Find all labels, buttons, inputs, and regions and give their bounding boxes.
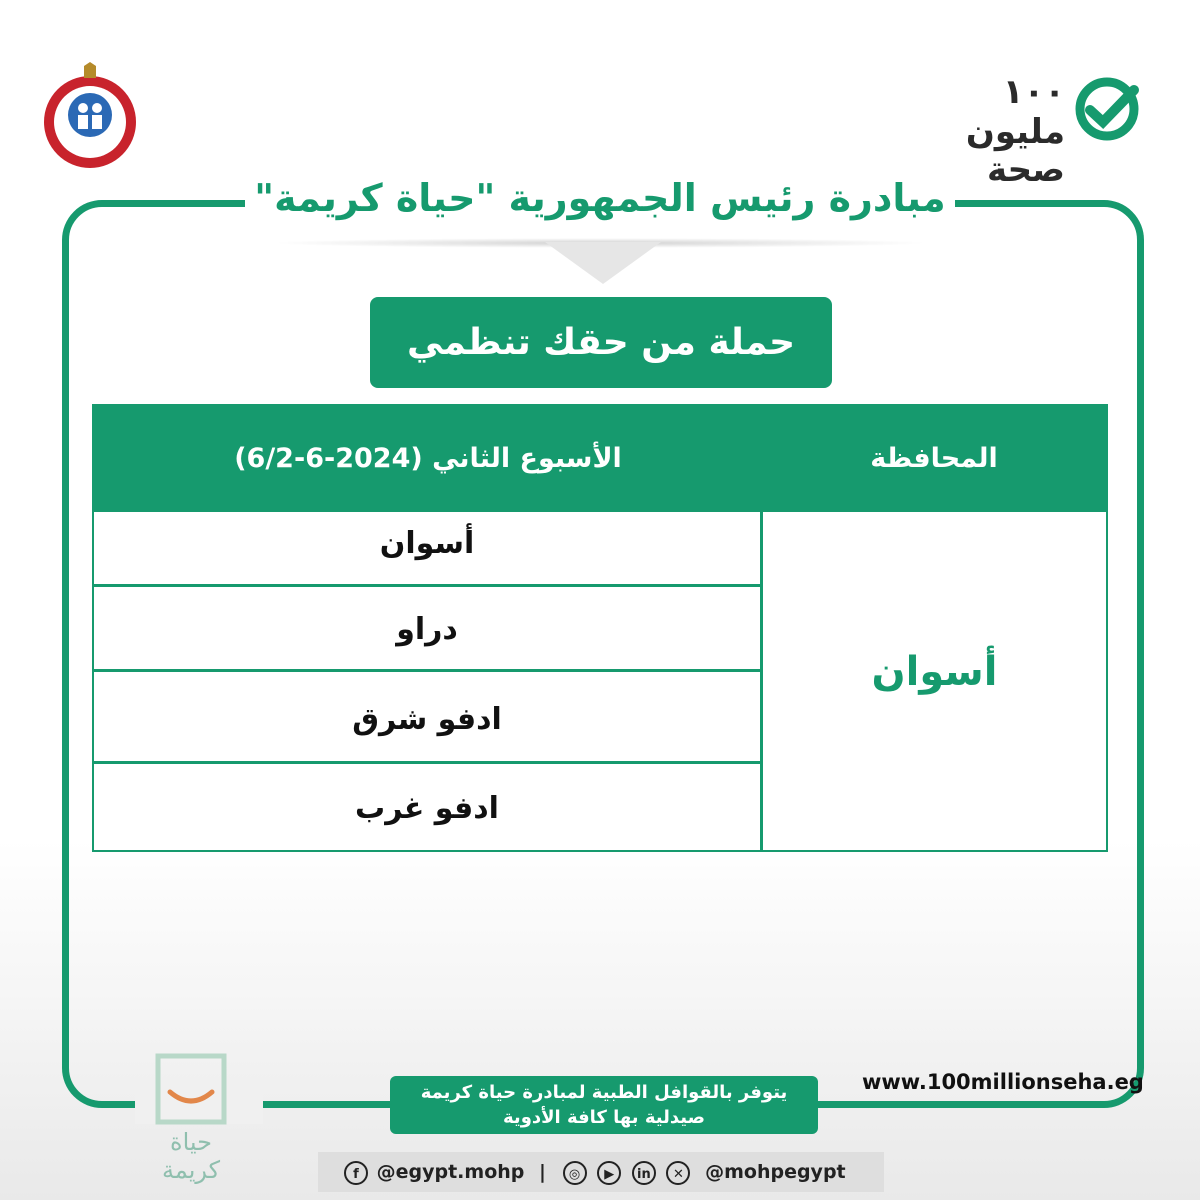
website-link[interactable]: www.100millionseha.eg xyxy=(862,1070,1144,1094)
initiative-title: مبادرة رئيس الجمهورية "حياة كريمة" xyxy=(254,176,946,220)
facebook-icon[interactable]: f xyxy=(344,1161,368,1185)
campaign-title: حملة من حقك تنظمي xyxy=(370,297,832,388)
hayah-karima-logo xyxy=(152,1052,230,1192)
mohp-handle[interactable]: @mohpegypt xyxy=(705,1161,846,1183)
instagram-icon[interactable]: ◎ xyxy=(563,1161,587,1185)
header-week: الأسبوع الثاني (2024-6-6/2) xyxy=(234,443,622,474)
svg-text:كريمة: كريمة xyxy=(161,1156,221,1184)
million-line2: صحة xyxy=(987,150,1065,190)
header-governorate: المحافظة xyxy=(870,443,998,474)
million-health-logo-text xyxy=(915,72,1065,190)
x-icon[interactable]: ✕ xyxy=(666,1161,690,1185)
checkmark-icon xyxy=(1072,74,1142,144)
million-line1: ١٠٠ مليون xyxy=(965,72,1065,152)
note-line1: يتوفر بالقوافل الطبية لمبادرة حياة كريمة xyxy=(420,1082,788,1103)
pharmacy-note xyxy=(390,1076,818,1134)
moh-logo xyxy=(40,60,140,170)
facebook-handle[interactable]: @egypt.mohp xyxy=(376,1161,525,1183)
note-line2: صيدلية بها كافة الأدوية xyxy=(503,1107,705,1128)
center-row: دراو xyxy=(396,612,458,647)
linkedin-icon[interactable]: in xyxy=(632,1161,656,1185)
separator: | xyxy=(539,1161,546,1183)
center-row: ادفو غرب xyxy=(355,791,499,826)
chevron-down-icon xyxy=(545,242,661,284)
svg-text:حياة: حياة xyxy=(170,1128,212,1156)
youtube-icon[interactable]: ▶ xyxy=(597,1161,621,1185)
center-row: ادفو شرق xyxy=(352,702,502,737)
governorate-cell: أسوان xyxy=(871,649,998,695)
center-row: أسوان xyxy=(379,526,475,561)
social-bar xyxy=(318,1152,884,1192)
